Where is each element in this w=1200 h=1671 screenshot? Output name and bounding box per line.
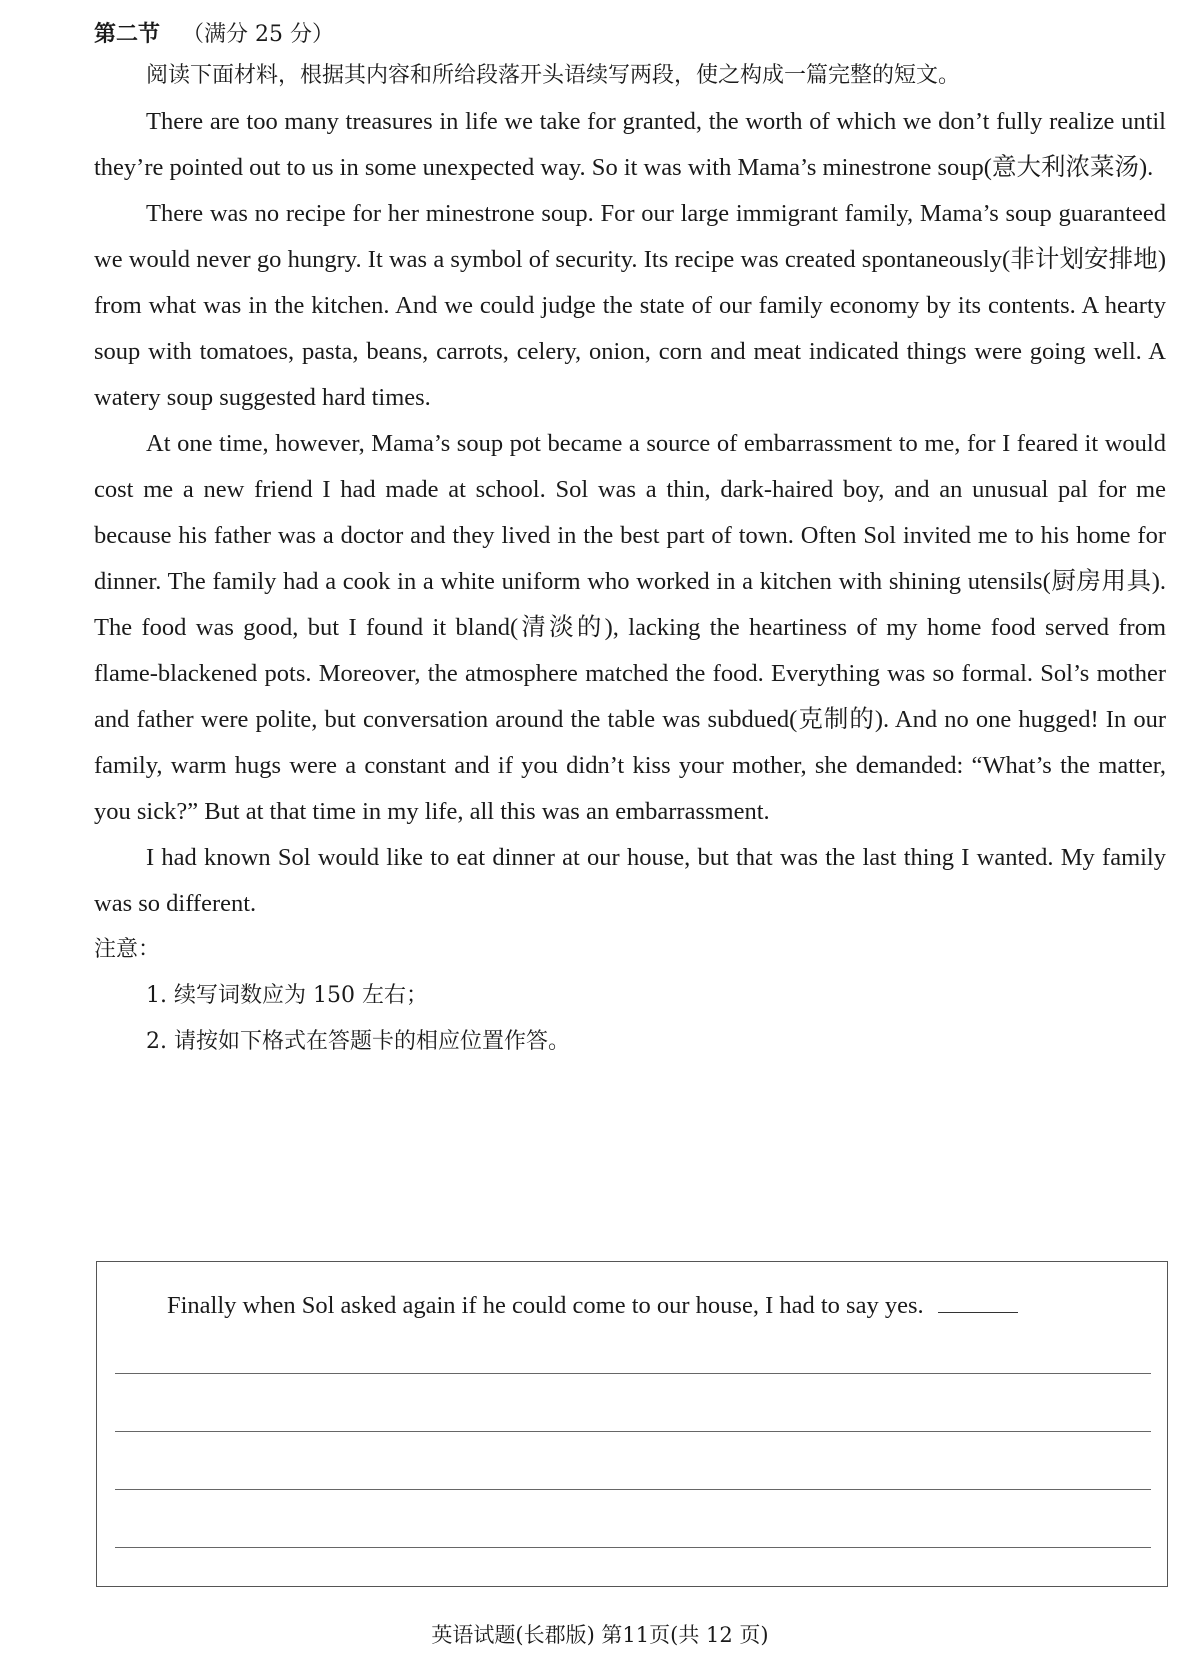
passage-paragraph-2: There was no recipe for her minestrone soup. For our large immigrant family, Mama’s soup guaranteed we would never go hungry. It was a symbol of security. Its recipe was created spontaneously(非计划安排地) from what was in the kitchen. And we could judge the state of our family economy by its contents. A hearty soup with tomatoes, pasta, beans, carrots, celery, onion, corn and meat indicated things were going well. A watery soup suggested hard times. [94,200,1166,411]
task-instruction: 阅读下面材料，根据其内容和所给段落开头语续写两段，使之构成一篇完整的短文。 [146,63,961,88]
note-item-2: 2. 请按如下格式在答题卡的相应位置作答。 [146,1029,570,1054]
exam-page [94,18,1166,1065]
section-title: 第二节 [94,22,161,47]
passage-paragraph-1: There are too many treasures in life we take for granted, the worth of which we don’t fully realize until they’re pointed out to us in some unexpected way. So it was with Mama’s minestrone soup(意大利浓菜汤). [94,108,1166,181]
note-item-1: 1. 续写词数应为 150 左右； [146,983,428,1008]
writing-line-4[interactable] [115,1547,1151,1548]
writing-line-3[interactable] [115,1489,1151,1490]
section-heading [94,18,1166,52]
writing-line-2[interactable] [115,1431,1151,1432]
page-footer: 英语试题(长郡版) 第11页(共 12 页) [431,1623,769,1647]
passage-paragraph-4: I had known Sol would like to eat dinner at our house, but that was the last thing I wanted. My family was so different. [94,844,1166,917]
section-score: （满分 25 分） [182,22,334,47]
starter-blank-line[interactable] [938,1286,1018,1313]
continuation-starter [167,1286,1018,1323]
passage-paragraph-3: At one time, however, Mama’s soup pot became a source of embarrassment to me, for I feared it would cost me a new friend I had made at school. Sol was a thin, dark-haired boy, and an unusual pal for me because his father was a doctor and they lived in the best part of town. Often Sol invited me to his home for dinner. The family had a cook in a white uniform who worked in a kitchen with shining utensils(厨房用具). The food was good, but I found it bland(清淡的), lacking the heartiness of my home food served from flame-blackened pots. Moreover, the atmosphere matched the food. Everything was so formal. Sol’s mother and father were polite, but conversation around the table was subdued(克制的). And no one hugged! In our family, warm hugs were a constant and if you didn’t kiss your mother, she demanded: “What’s the matter, you sick?” But at that time in my life, all this was an embarrassment. [94,430,1166,825]
writing-line-1[interactable] [115,1373,1151,1374]
notes-heading: 注意： [94,937,161,962]
answer-box [96,1261,1168,1587]
starter-sentence: Finally when Sol asked again if he could come to our house, I had to say yes. [167,1292,924,1319]
